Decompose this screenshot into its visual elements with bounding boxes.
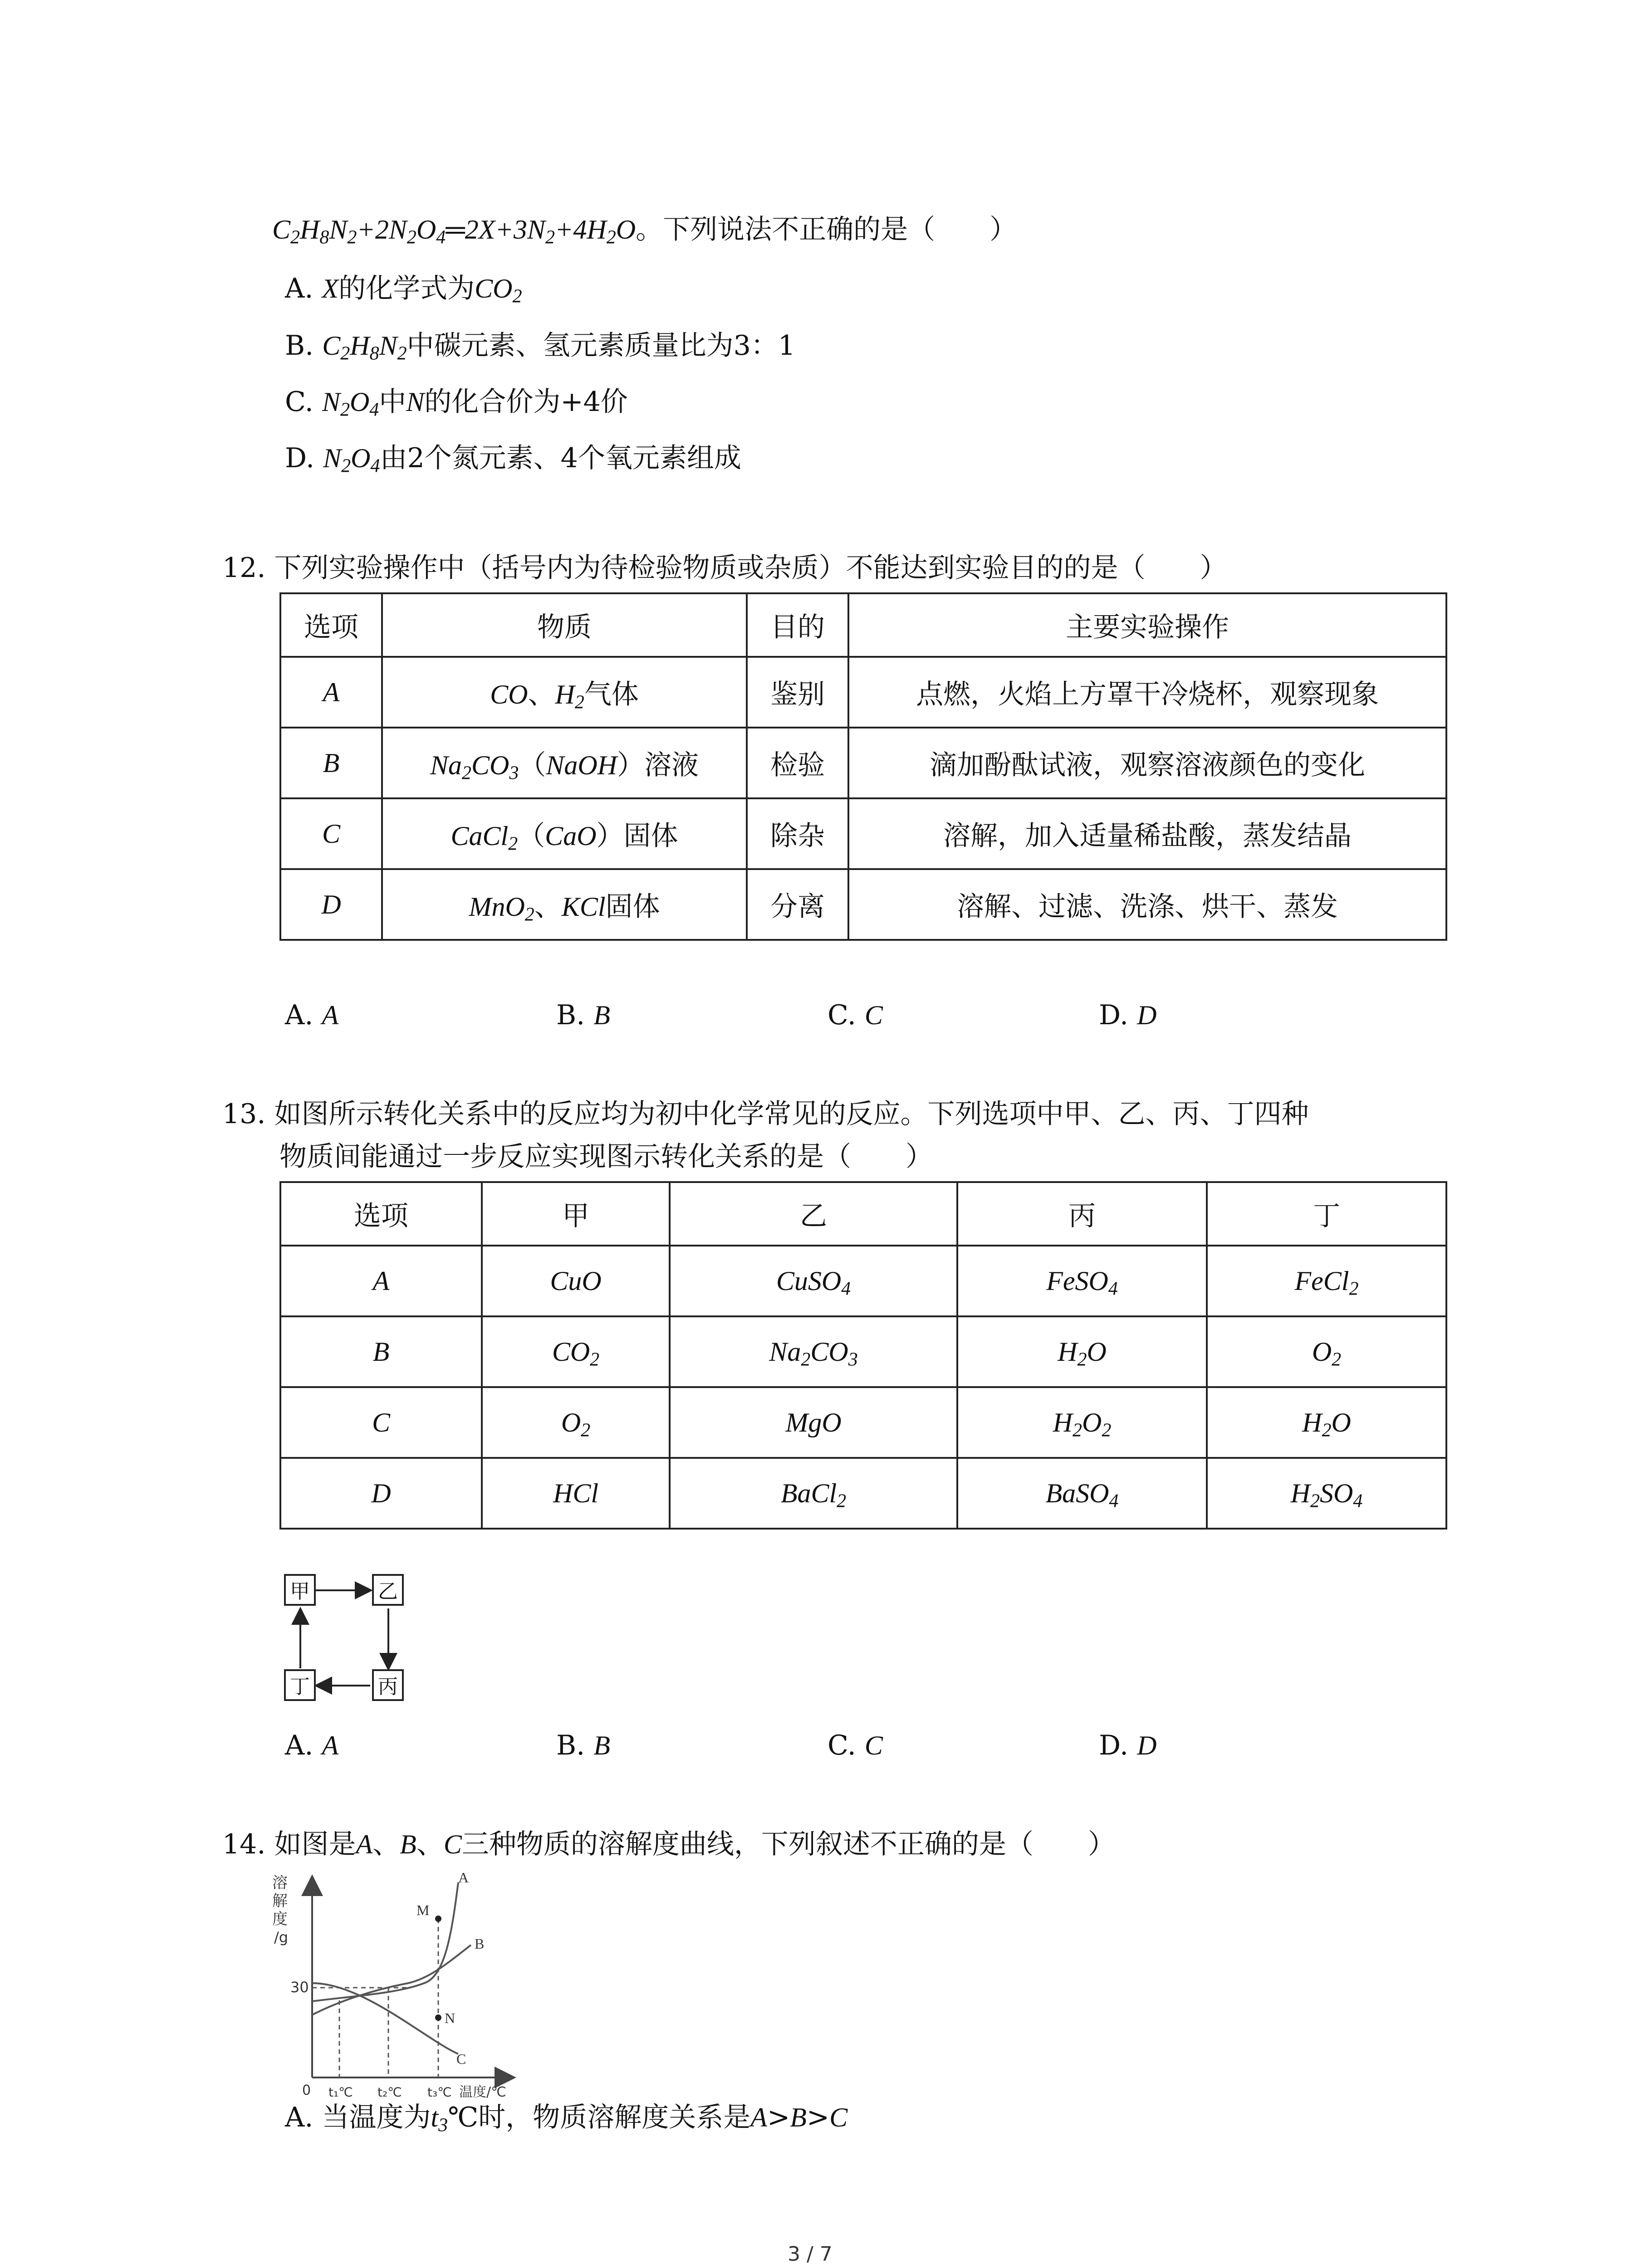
- point-label-n: N: [445, 2010, 456, 2026]
- q13-cell: CuSO$_4$: [670, 1246, 957, 1316]
- q13-header-jia: 甲: [482, 1182, 670, 1246]
- q13-row-option: A: [280, 1246, 482, 1316]
- q13-header-bing: 丙: [957, 1182, 1207, 1246]
- q12-row-substance: $Na_2CO_3(NaOH)$溶液: [382, 728, 747, 798]
- q13-cell: $O_2$: [482, 1387, 670, 1458]
- q13-cell: BaSO$_4$: [957, 1458, 1207, 1529]
- q13-cell: MgO: [670, 1387, 957, 1458]
- diagram-box-bing: 丙: [372, 1669, 404, 1701]
- diagram-box-yi: 乙: [372, 1574, 404, 1606]
- q13-cell: $Na_2CO_3$: [670, 1316, 957, 1387]
- q12-option-c[interactable]: C. C: [828, 999, 883, 1031]
- diagram-box-jia: 甲: [284, 1574, 316, 1606]
- page-number: 3 / 7: [788, 2243, 833, 2266]
- x-axis-label: 温度/℃: [459, 2084, 506, 2100]
- diagram-box-ding: 丁: [284, 1669, 316, 1701]
- point-n: [435, 2014, 441, 2021]
- q12-table: [279, 592, 1447, 941]
- q13-cell: $H_2O$: [1207, 1387, 1446, 1458]
- q13-option-b[interactable]: B. B: [556, 1730, 610, 1761]
- q13-cell: $H_2O_2$: [957, 1387, 1207, 1458]
- q13-conversion-diagram: [281, 1574, 417, 1710]
- q12-row-purpose: 除杂: [747, 798, 848, 869]
- q14-solubility-chart: [272, 1864, 535, 2118]
- q13-cell: BaCl$_2$: [670, 1458, 957, 1529]
- q13-stem-line1: 13. 如图所示转化关系中的反应均为初中化学常见的反应。下列选项中甲、乙、丙、丁四种: [222, 1098, 1309, 1130]
- q14-option-a[interactable]: A. 当温度为$t_3℃$时，物质溶解度关系是A>B>C: [285, 2102, 848, 2136]
- q13-header-ding: 丁: [1207, 1182, 1446, 1246]
- q12-row-option: D: [280, 869, 382, 940]
- curve-b: [312, 1945, 471, 2015]
- point-label-m: M: [416, 1902, 430, 1918]
- q13-row-option: B: [280, 1316, 482, 1387]
- q13-cell: HCl: [482, 1458, 670, 1529]
- origin-label: 0: [302, 2082, 311, 2098]
- q12-row-operation: 滴加酚酞试液，观察溶液颜色的变化: [848, 728, 1446, 798]
- y-tick-label: 30: [290, 1979, 309, 1996]
- q12-row-option: A: [280, 657, 382, 728]
- q13-table: [279, 1181, 1447, 1530]
- q12-header-substance: 物质: [382, 593, 747, 657]
- q12-option-a[interactable]: A. A: [285, 999, 339, 1031]
- q13-cell: FeCl$_2$: [1207, 1246, 1446, 1316]
- q14-stem: 14. 如图是A、B、C三种物质的溶解度曲线，下列叙述不正确的是（ ）: [222, 1828, 1115, 1860]
- q13-cell: $H_2SO_4$: [1207, 1458, 1446, 1529]
- q13-cell: $O_2$: [1207, 1316, 1446, 1387]
- q13-option-a[interactable]: A. A: [285, 1730, 339, 1761]
- q13-header-option: 选项: [280, 1182, 482, 1246]
- q11-option-b[interactable]: B. $C_2H_8N_2$中碳元素、氢元素质量比为3：1: [285, 330, 796, 364]
- q12-row-purpose: 检验: [747, 728, 848, 798]
- q12-row-option: B: [280, 728, 382, 798]
- q13-cell: $H_2O$: [957, 1316, 1207, 1387]
- q12-row-purpose: 鉴别: [747, 657, 848, 728]
- y-label-char: 解: [272, 1892, 288, 1910]
- q12-row-operation: 点燃，火焰上方罩干冷烧杯，观察现象: [848, 657, 1446, 728]
- q13-cell: FeSO$_4$: [957, 1246, 1207, 1316]
- q12-row-option: C: [280, 798, 382, 869]
- x-tick-label: t₁℃: [328, 2085, 353, 2100]
- curve-label-c: C: [456, 2051, 466, 2067]
- q12-row-purpose: 分离: [747, 869, 848, 940]
- q11-option-a[interactable]: A. X的化学式为$CO_2$: [285, 273, 522, 307]
- q12-row-substance: CO、$H_2$气体: [382, 657, 747, 728]
- y-label-char: 溶: [272, 1874, 288, 1892]
- curve-a: [312, 1882, 458, 2001]
- q12-row-operation: 溶解、过滤、洗涤、烘干、蒸发: [848, 869, 1446, 940]
- x-tick-label: t₂℃: [377, 2085, 402, 2100]
- y-label-char: /g: [274, 1929, 289, 1946]
- q11-equation: $C_2H_8N_2+2N_2O_4═2X+3N_2+4H_2O$。下列说法不正确的是（ ）: [272, 214, 1017, 248]
- q12-row-operation: 溶解，加入适量稀盐酸，蒸发结晶: [848, 798, 1446, 869]
- curve-label-b: B: [475, 1936, 485, 1952]
- curve-label-a: A: [458, 1869, 469, 1886]
- q13-cell: CuO: [482, 1246, 670, 1316]
- q12-option-d[interactable]: D. D: [1099, 999, 1157, 1031]
- q11-option-c[interactable]: C. $N_2O_4$中N的化合价为+4价: [285, 386, 628, 420]
- y-label-char: 度: [272, 1910, 288, 1928]
- q12-row-substance: MnO$_2$、KCl固体: [382, 869, 747, 940]
- q11-option-d[interactable]: D. $N_2O_4$由2个氮元素、4个氧元素组成: [285, 442, 741, 477]
- point-m: [435, 1916, 441, 1922]
- q12-header-option: 选项: [280, 593, 382, 657]
- q12-header-operation: 主要实验操作: [848, 593, 1446, 657]
- q13-option-d[interactable]: D. D: [1099, 1730, 1157, 1761]
- q13-row-option: D: [280, 1458, 482, 1529]
- q13-header-yi: 乙: [670, 1182, 957, 1246]
- x-tick-label: t₃℃: [427, 2085, 452, 2100]
- q12-header-purpose: 目的: [747, 593, 848, 657]
- q13-stem-line2: 物质间能通过一步反应实现图示转化关系的是（ ）: [279, 1141, 933, 1173]
- q12-row-substance: CaCl$_2$（CaO）固体: [382, 798, 747, 869]
- q13-option-c[interactable]: C. C: [828, 1730, 883, 1761]
- q13-row-option: C: [280, 1387, 482, 1458]
- q13-cell: $CO_2$: [482, 1316, 670, 1387]
- q12-option-b[interactable]: B. B: [556, 999, 610, 1031]
- q12-stem: 12. 下列实验操作中（括号内为待检验物质或杂质）不能达到实验目的的是（ ）: [222, 552, 1227, 584]
